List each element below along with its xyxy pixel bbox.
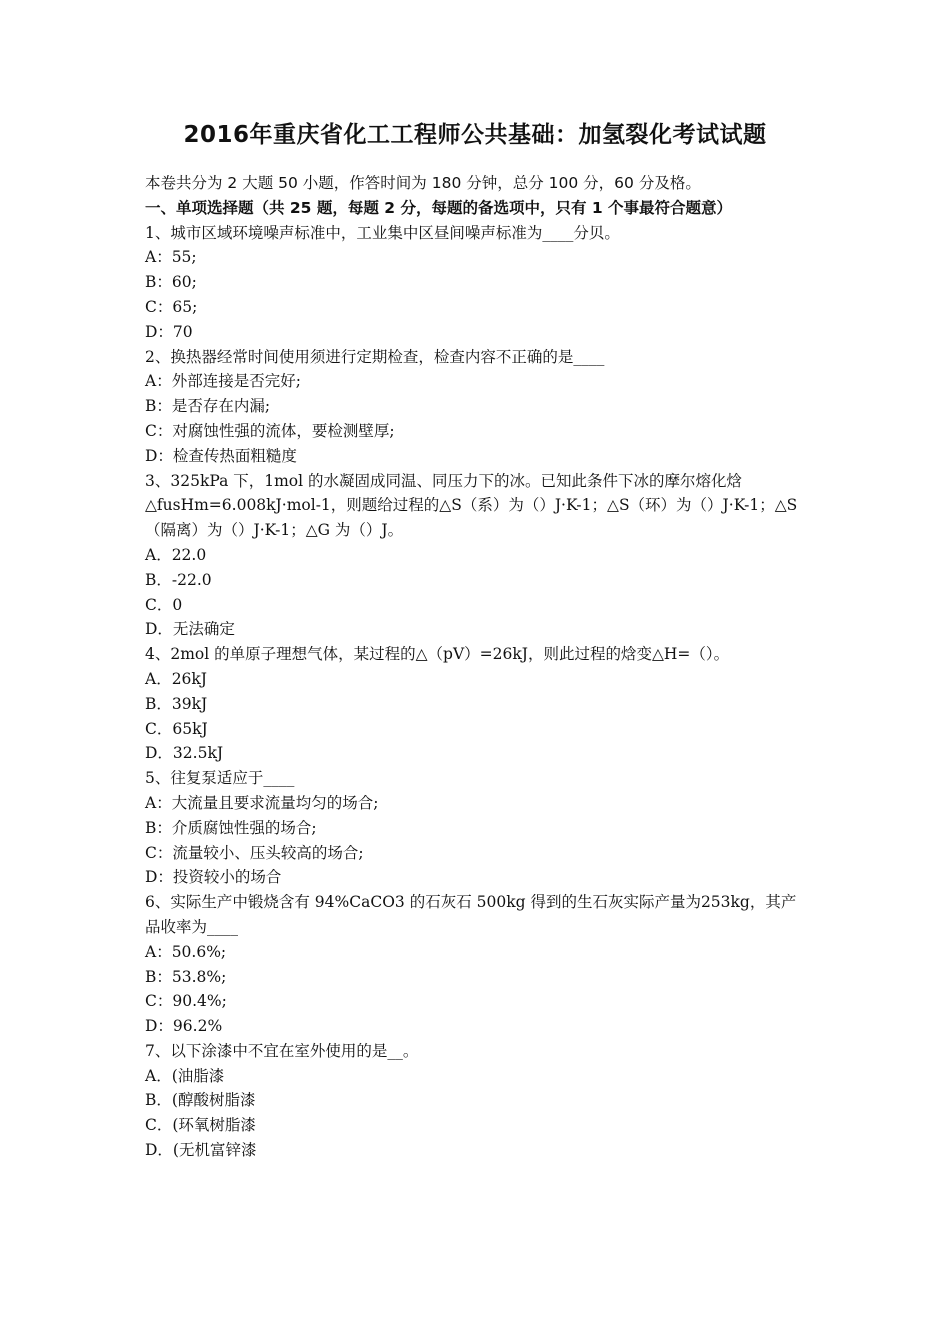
option-b: B：53.8%;: [145, 967, 227, 986]
question-text: 5、往复泵适应于____: [145, 769, 295, 788]
option-d: D：96.2%: [145, 1017, 223, 1036]
option-c: C．65kJ: [145, 719, 208, 738]
option-a: A：50.6%;: [145, 942, 227, 961]
option-b: B．(醇酸树脂漆: [145, 1091, 256, 1110]
exam-intro: 本卷共分为 2 大题 50 小题，作答时间为 180 分钟，总分 100 分，60 分及格。: [145, 174, 701, 192]
page-title: 2016年重庆省化工工程师公共基础：加氢裂化考试试题: [183, 122, 767, 148]
option-b: B：60;: [145, 273, 197, 292]
option-a: A：55;: [145, 248, 197, 267]
option-d: D．(无机富锌漆: [145, 1141, 257, 1160]
option-b: B：介质腐蚀性强的场合;: [145, 818, 317, 837]
question-text: 7、以下涂漆中不宜在室外使用的是__。: [145, 1041, 419, 1060]
option-a: A：大流量且要求流量均匀的场合;: [145, 793, 379, 812]
option-d: D：70: [145, 322, 193, 341]
question-3: [145, 469, 810, 643]
section-heading: 一、单项选择题（共 25 题，每题 2 分，每题的备选项中，只有 1 个事最符合题意）: [145, 198, 733, 217]
question-1: [145, 221, 810, 345]
option-a: A．(油脂漆: [145, 1066, 225, 1085]
option-d: D：检查传热面粗糙度: [145, 446, 297, 465]
option-b: B．39kJ: [145, 694, 208, 713]
option-c: C．(环氧树脂漆: [145, 1116, 256, 1135]
option-d: D．32.5kJ: [145, 744, 224, 763]
question-4: [145, 642, 810, 766]
option-a: A：外部连接是否完好;: [145, 372, 301, 391]
question-text: 3、325kPa 下，1mol 的水凝固成同温、同压力下的冰。已知此条件下冰的摩尔熔化焓△fusHm=6.008kJ·mol-1，则题给过程的△S（系）为（）J·K-1；△S（环）为（）J·K-1；△S（隔离）为（）J·K-1；△G 为（）J。: [145, 471, 798, 540]
question-text: 1、城市区域环境噪声标准中，工业集中区昼间噪声标准为____分贝。: [145, 223, 620, 242]
option-d: D．无法确定: [145, 620, 235, 639]
question-6: [145, 890, 810, 1039]
option-c: C：90.4%;: [145, 992, 227, 1011]
question-5: [145, 766, 810, 890]
question-7: [145, 1039, 810, 1163]
option-a: A．22.0: [145, 545, 207, 564]
option-c: C：流量较小、压头较高的场合;: [145, 843, 364, 862]
question-text: 6、实际生产中锻烧含有 94%CaCO3 的石灰石 500kg 得到的生石灰实际产量为253kg，其产品收率为____: [145, 893, 797, 936]
question-2: [145, 345, 810, 469]
option-d: D：投资较小的场合: [145, 868, 282, 887]
question-text: 2、换热器经常时间使用须进行定期检查，检查内容不正确的是____: [145, 347, 605, 366]
option-c: C：对腐蚀性强的流体，要检测壁厚;: [145, 421, 395, 440]
question-text: 4、2mol 的单原子理想气体，某过程的△（pV）=26kJ，则此过程的焓变△H=（）。: [145, 645, 730, 664]
option-b: B：是否存在内漏;: [145, 397, 271, 416]
option-a: A．26kJ: [145, 669, 208, 688]
exam-content: [145, 171, 810, 1163]
option-c: C：65;: [145, 297, 198, 316]
option-b: B．-22.0: [145, 570, 212, 589]
option-c: C．0: [145, 595, 183, 614]
